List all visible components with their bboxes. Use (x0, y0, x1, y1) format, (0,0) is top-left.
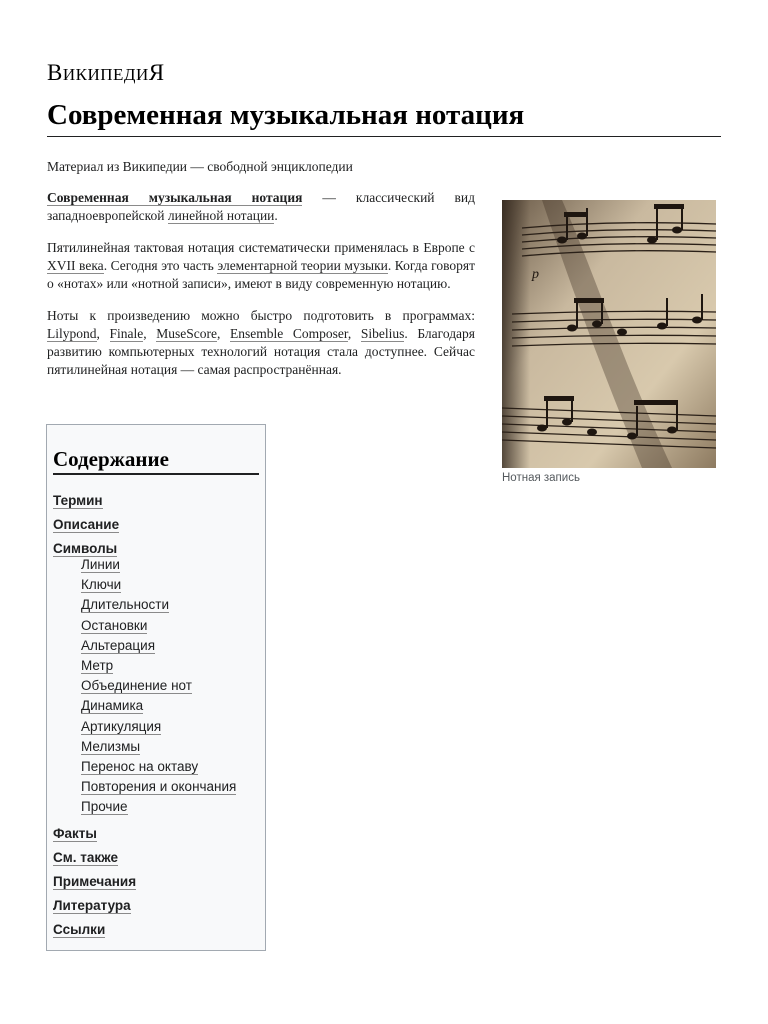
link-ensemble-composer[interactable]: Ensemble Composer (230, 326, 348, 341)
paragraph-3 (47, 307, 475, 379)
link-lilypond[interactable]: Lilypond (47, 326, 97, 341)
logo-first-letter: В (47, 60, 63, 85)
separator: , (347, 326, 361, 341)
toc-item-6[interactable] (53, 870, 259, 894)
toc-subitem-label[interactable]: Линии (81, 557, 120, 572)
toc-item-label[interactable]: См. также (53, 849, 119, 865)
toc-sublist (53, 555, 259, 818)
link-sibelius[interactable]: Sibelius (360, 326, 405, 341)
paragraph-text: . Сегодня это часть (103, 258, 218, 273)
toc-item-4[interactable] (53, 822, 259, 846)
toc-list (53, 489, 259, 942)
paragraph-text: . Когда говорят о «нотах» или «нотной записи», имеют в виду современную нотацию. (47, 258, 476, 291)
toc-item-label[interactable]: Примечания (53, 873, 137, 889)
toc-subitem-label[interactable]: Длительности (81, 597, 170, 613)
toc-item-5[interactable] (53, 846, 259, 870)
toc-item-label[interactable]: Символы (53, 541, 118, 556)
toc-item-label[interactable]: Факты (53, 825, 97, 841)
toc-subitem-label[interactable]: Альтерация (81, 637, 155, 653)
toc-item-label[interactable]: Ссылки (53, 921, 106, 937)
logo-small-caps: ИКИПЕДИ (62, 65, 149, 84)
toc-subitem-4[interactable] (81, 616, 259, 636)
paragraph-text: — классический вид западноевропейской (47, 190, 475, 223)
toc-item-2[interactable] (53, 513, 259, 537)
svg-text:p: p (532, 267, 539, 282)
toc-subitem-label[interactable]: Объединение нот (81, 678, 192, 694)
link-finale[interactable]: Finale (109, 326, 144, 341)
paragraph-text: Ноты к произведению можно быстро подготовить в программах: (47, 308, 475, 323)
article-lead (47, 189, 475, 393)
toc-subitem-label[interactable]: Остановки (81, 617, 148, 633)
link-music-theory[interactable]: элементарной теории музыки (217, 258, 388, 273)
toc-item-label[interactable]: Литература (53, 897, 131, 913)
toc-item-8[interactable] (53, 918, 259, 942)
sheet-music-photo[interactable] (502, 200, 716, 468)
toc-subitem-2[interactable] (81, 575, 259, 595)
separator: , (217, 326, 230, 341)
wikipedia-logo[interactable] (47, 60, 165, 86)
toc-item-label[interactable]: Термин (53, 493, 103, 508)
toc-item-3[interactable] (53, 537, 259, 818)
toc-subitem-10[interactable] (81, 737, 259, 757)
toc-subitem-label[interactable]: Динамика (81, 698, 144, 714)
paragraph-2 (47, 239, 475, 293)
link-linear-notation[interactable]: линейной нотации (167, 208, 275, 223)
link-modern-notation[interactable]: Современная музыкальная нотация (47, 190, 303, 205)
logo-last-letter: Я (148, 60, 165, 85)
toc-title: Содержание (53, 447, 259, 475)
toc-item-label[interactable]: Описание (53, 517, 120, 532)
site-tagline: Материал из Википедии — свободной энциклопедии (47, 159, 353, 174)
toc-subitem-6[interactable] (81, 656, 259, 676)
link-17th-century[interactable]: XVII века (47, 258, 104, 273)
toc-subitem-9[interactable] (81, 717, 259, 737)
link-musescore[interactable]: MuseScore (156, 326, 217, 341)
toc-subitem-label[interactable]: Прочие (81, 799, 128, 815)
toc-subitem-label[interactable]: Артикуляция (81, 718, 162, 734)
toc-subitem-5[interactable] (81, 636, 259, 656)
paragraph-1 (47, 189, 475, 225)
table-of-contents (46, 424, 266, 951)
toc-subitem-label[interactable]: Перенос на октаву (81, 759, 199, 775)
toc-subitem-1[interactable] (81, 555, 259, 575)
paragraph-text: . Благодаря развитию компьютерных технологий нотация стала доступнее. Сейчас пятилинейная нотация — самая распространённая. (47, 326, 476, 377)
toc-subitem-label[interactable]: Ключи (81, 577, 122, 593)
paragraph-text: . (274, 208, 278, 223)
page-title: Современная музыкальная нотация (47, 99, 721, 137)
paragraph-text: Пятилинейная тактовая нотация систематически применялась в Европе с (47, 240, 475, 255)
toc-subitem-13[interactable] (81, 797, 259, 817)
toc-subitem-3[interactable] (81, 595, 259, 615)
toc-subitem-label[interactable]: Мелизмы (81, 738, 141, 754)
figure-sheet-music (502, 200, 716, 484)
toc-subitem-label[interactable]: Метр (81, 658, 114, 674)
separator: , (96, 326, 110, 341)
separator: , (143, 326, 157, 341)
toc-subitem-label[interactable]: Повторения и окончания (81, 779, 237, 795)
figure-caption: Нотная запись (502, 472, 580, 484)
toc-subitem-8[interactable] (81, 696, 259, 716)
toc-item-7[interactable] (53, 894, 259, 918)
toc-subitem-7[interactable] (81, 676, 259, 696)
toc-item-1[interactable] (53, 489, 259, 513)
toc-subitem-12[interactable] (81, 777, 259, 797)
toc-subitem-11[interactable] (81, 757, 259, 777)
